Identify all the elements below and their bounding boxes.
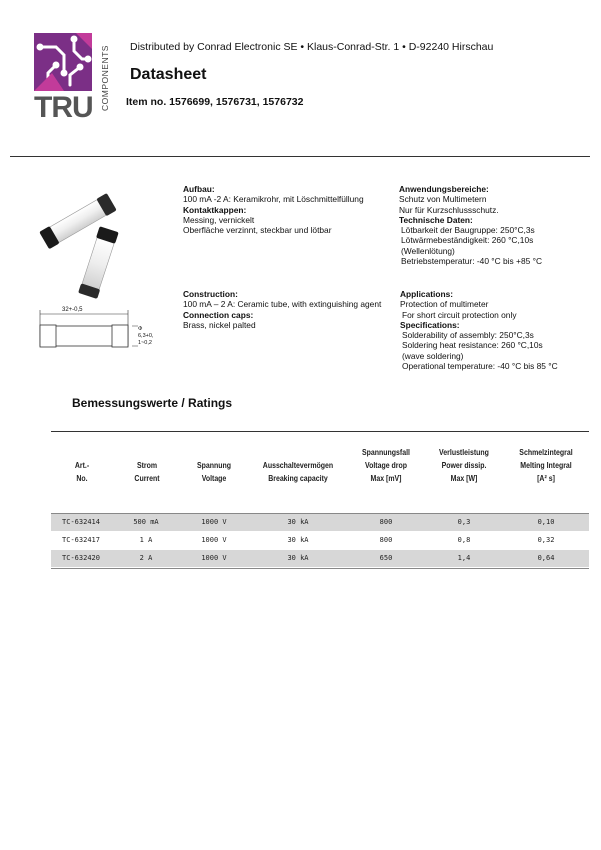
en-caps-text: Brass, nickel palted xyxy=(183,319,256,330)
en-specifications-heading: Specifications: xyxy=(400,319,460,330)
logo-circuit-mark xyxy=(34,33,92,91)
col-header-current: Strom Current xyxy=(134,461,160,483)
de-tech-text-4: Betriebstemperatur: -40 °C bis +85 °C xyxy=(401,256,542,267)
dim-length-label: 32+-0,5 xyxy=(62,307,83,313)
de-anwendung-text-1: Schutz von Multimetern xyxy=(399,194,487,205)
en-construction-heading: Construction: xyxy=(183,289,238,299)
ratings-title: Bemessungswerte / Ratings xyxy=(72,396,233,410)
de-kappen-text-2: Oberfläche verzinnt, steckbar und lötbar xyxy=(183,225,332,236)
col-header-voltage-drop: Spannungsfall Voltage drop Max [mV] xyxy=(362,448,410,483)
german-application-block xyxy=(399,184,542,266)
col-header-power-dissipation: Verlustleistung Power dissip. Max [W] xyxy=(439,448,489,483)
en-spec-text-1: Solderability of assembly: 250°C,3s xyxy=(402,330,534,341)
en-applications-text-1: Protection of multimeter xyxy=(400,299,489,310)
table-row: TC-632414 500 mA 1000 V 30 kA 800 0,3 0,10 xyxy=(51,514,589,531)
en-construction-text: 100 mA – 2 A: Ceramic tube, with extinguishing agent xyxy=(183,299,382,310)
en-applications-text-2: For short circuit protection only xyxy=(402,309,517,320)
de-tech-text-3: (Wellenlötung) xyxy=(401,245,455,256)
english-application-block xyxy=(400,289,558,371)
de-technische-heading: Technische Daten: xyxy=(399,214,473,225)
col-header-art-no: Art.- No. xyxy=(74,461,90,483)
en-spec-text-3: (wave soldering) xyxy=(402,350,464,361)
en-spec-text-4: Operational temperature: -40 °C bis 85 °C xyxy=(402,361,558,372)
page-title: Datasheet xyxy=(130,66,207,83)
item-numbers: Item no. 1576699, 1576731, 1576732 xyxy=(126,96,304,108)
col-header-breaking-capacity: Ausschaltevermögen Breaking capacity xyxy=(262,461,334,483)
de-aufbau-heading: Aufbau: xyxy=(183,184,215,194)
logo-tru-text: TRU xyxy=(34,91,93,124)
table-row: TC-632420 2 A 1000 V 30 kA 650 1,4 0,64 xyxy=(51,550,589,567)
distributor-line: Distributed by Conrad Electronic SE • Klaus-Conrad-Str. 1 • D-92240 Hirschau xyxy=(130,41,494,53)
de-tech-text-1: Lötbarkeit der Baugruppe: 250°C,3s xyxy=(401,225,535,236)
de-kontaktkappen-heading: Kontaktkappen: xyxy=(183,204,247,215)
tru-components-logo xyxy=(34,33,110,125)
english-construction-block xyxy=(183,289,381,330)
en-applications-heading: Applications: xyxy=(400,289,454,299)
en-caps-heading: Connection caps: xyxy=(183,309,254,320)
en-spec-text-2: Soldering heat resistance: 260 °C,10s xyxy=(402,340,543,351)
dim-diameter-labels: Φ 6,3+0, 1~0,2 xyxy=(138,326,154,346)
de-tech-text-2: Lötwärmebeständigkeit: 260 °C,10s xyxy=(401,235,534,246)
table-row: TC-632417 1 A 1000 V 30 kA 800 0,8 0,32 xyxy=(62,536,555,544)
table-bottom-rule xyxy=(51,568,589,569)
ratings-table-header xyxy=(51,446,589,496)
table-top-rule xyxy=(51,431,589,432)
de-aufbau-text: 100 mA -2 A: Keramikrohr, mit Löschmittelfüllung xyxy=(183,194,364,205)
de-anwendung-heading: Anwendungsbereiche: xyxy=(399,184,489,194)
col-header-melting-integral: Schmelzintegral Melting Integral [A² s] xyxy=(519,448,573,483)
col-header-voltage: Spannung Voltage xyxy=(196,461,232,483)
german-construction-block xyxy=(183,184,364,235)
header-divider xyxy=(10,156,590,157)
de-kappen-text-1: Messing, vernickelt xyxy=(183,214,255,225)
de-anwendung-text-2: Nur für Kurzschlussschutz. xyxy=(399,204,499,215)
logo-components-text: COMPONENTS xyxy=(100,45,110,111)
